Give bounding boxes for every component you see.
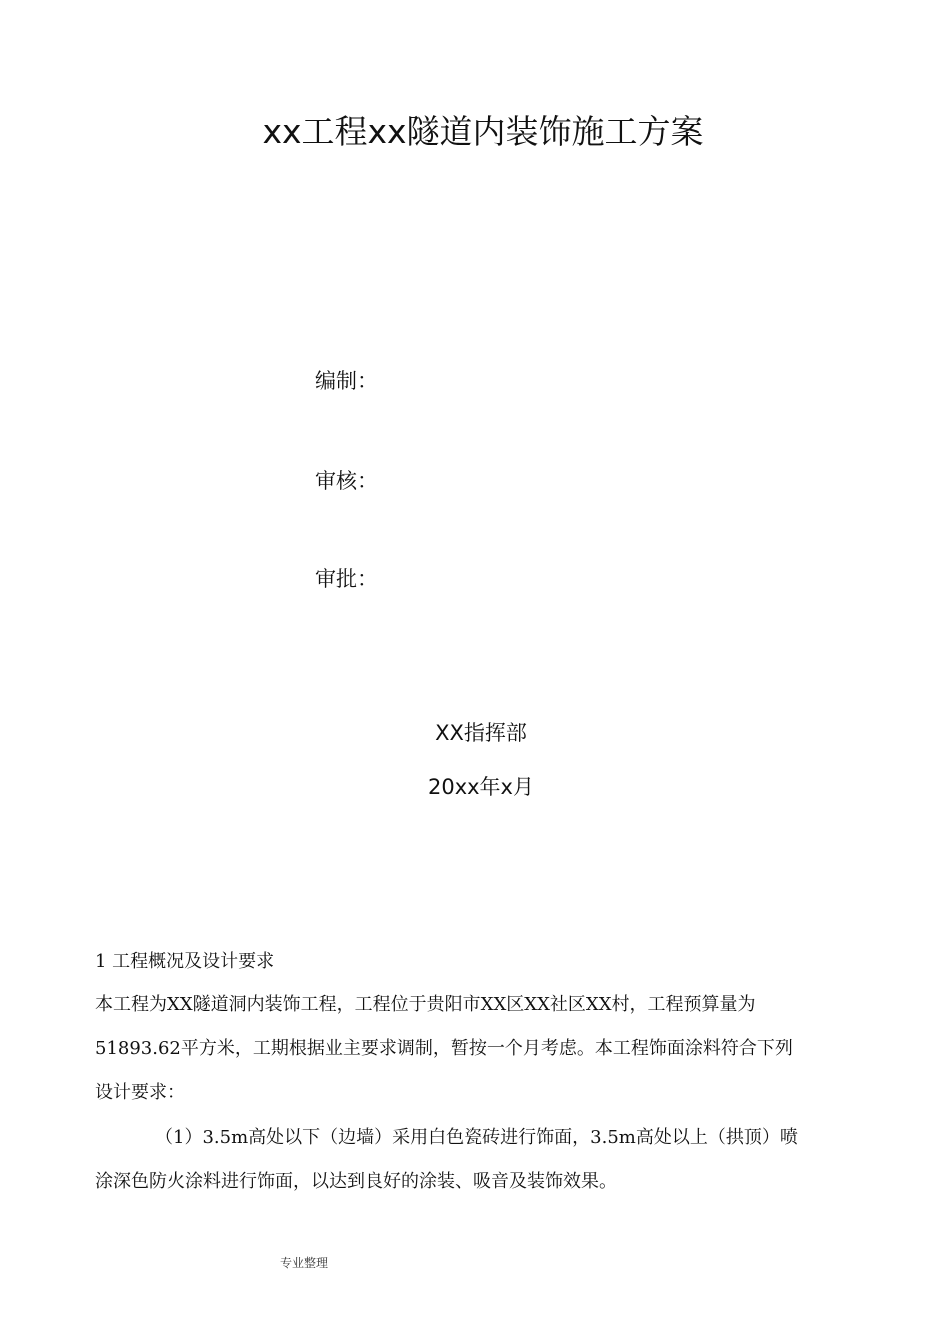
paragraph-line: 51893.62平方米，工期根据业主要求调制，暂按一个月考虑。本工程饰面涂料符合下列 <box>95 1038 793 1059</box>
reviewed-by-label: 审核： <box>315 469 378 493</box>
organization-name: XX指挥部 <box>435 721 527 745</box>
paragraph-line: 涂深色防火涂料进行饰面，以达到良好的涂装、吸音及装饰效果。 <box>95 1171 617 1192</box>
compiled-by-label: 编制： <box>315 369 378 393</box>
page-footer: 专业整理 <box>280 1256 329 1270</box>
approved-by-label: 审批： <box>315 567 378 591</box>
section-heading: 1 工程概况及设计要求 <box>95 951 275 972</box>
document-title: xx工程xx隧道内装饰施工方案 <box>262 112 704 151</box>
paragraph-line: 设计要求： <box>95 1082 185 1103</box>
paragraph-line: （1）3.5m高处以下（边墙）采用白色瓷砖进行饰面，3.5m高处以上（拱顶）喷 <box>155 1127 798 1148</box>
paragraph-line: 本工程为XX隧道洞内装饰工程，工程位于贵阳市XX区XX社区XX村，工程预算量为 <box>95 994 756 1015</box>
document-date: 20xx年x月 <box>427 775 534 799</box>
